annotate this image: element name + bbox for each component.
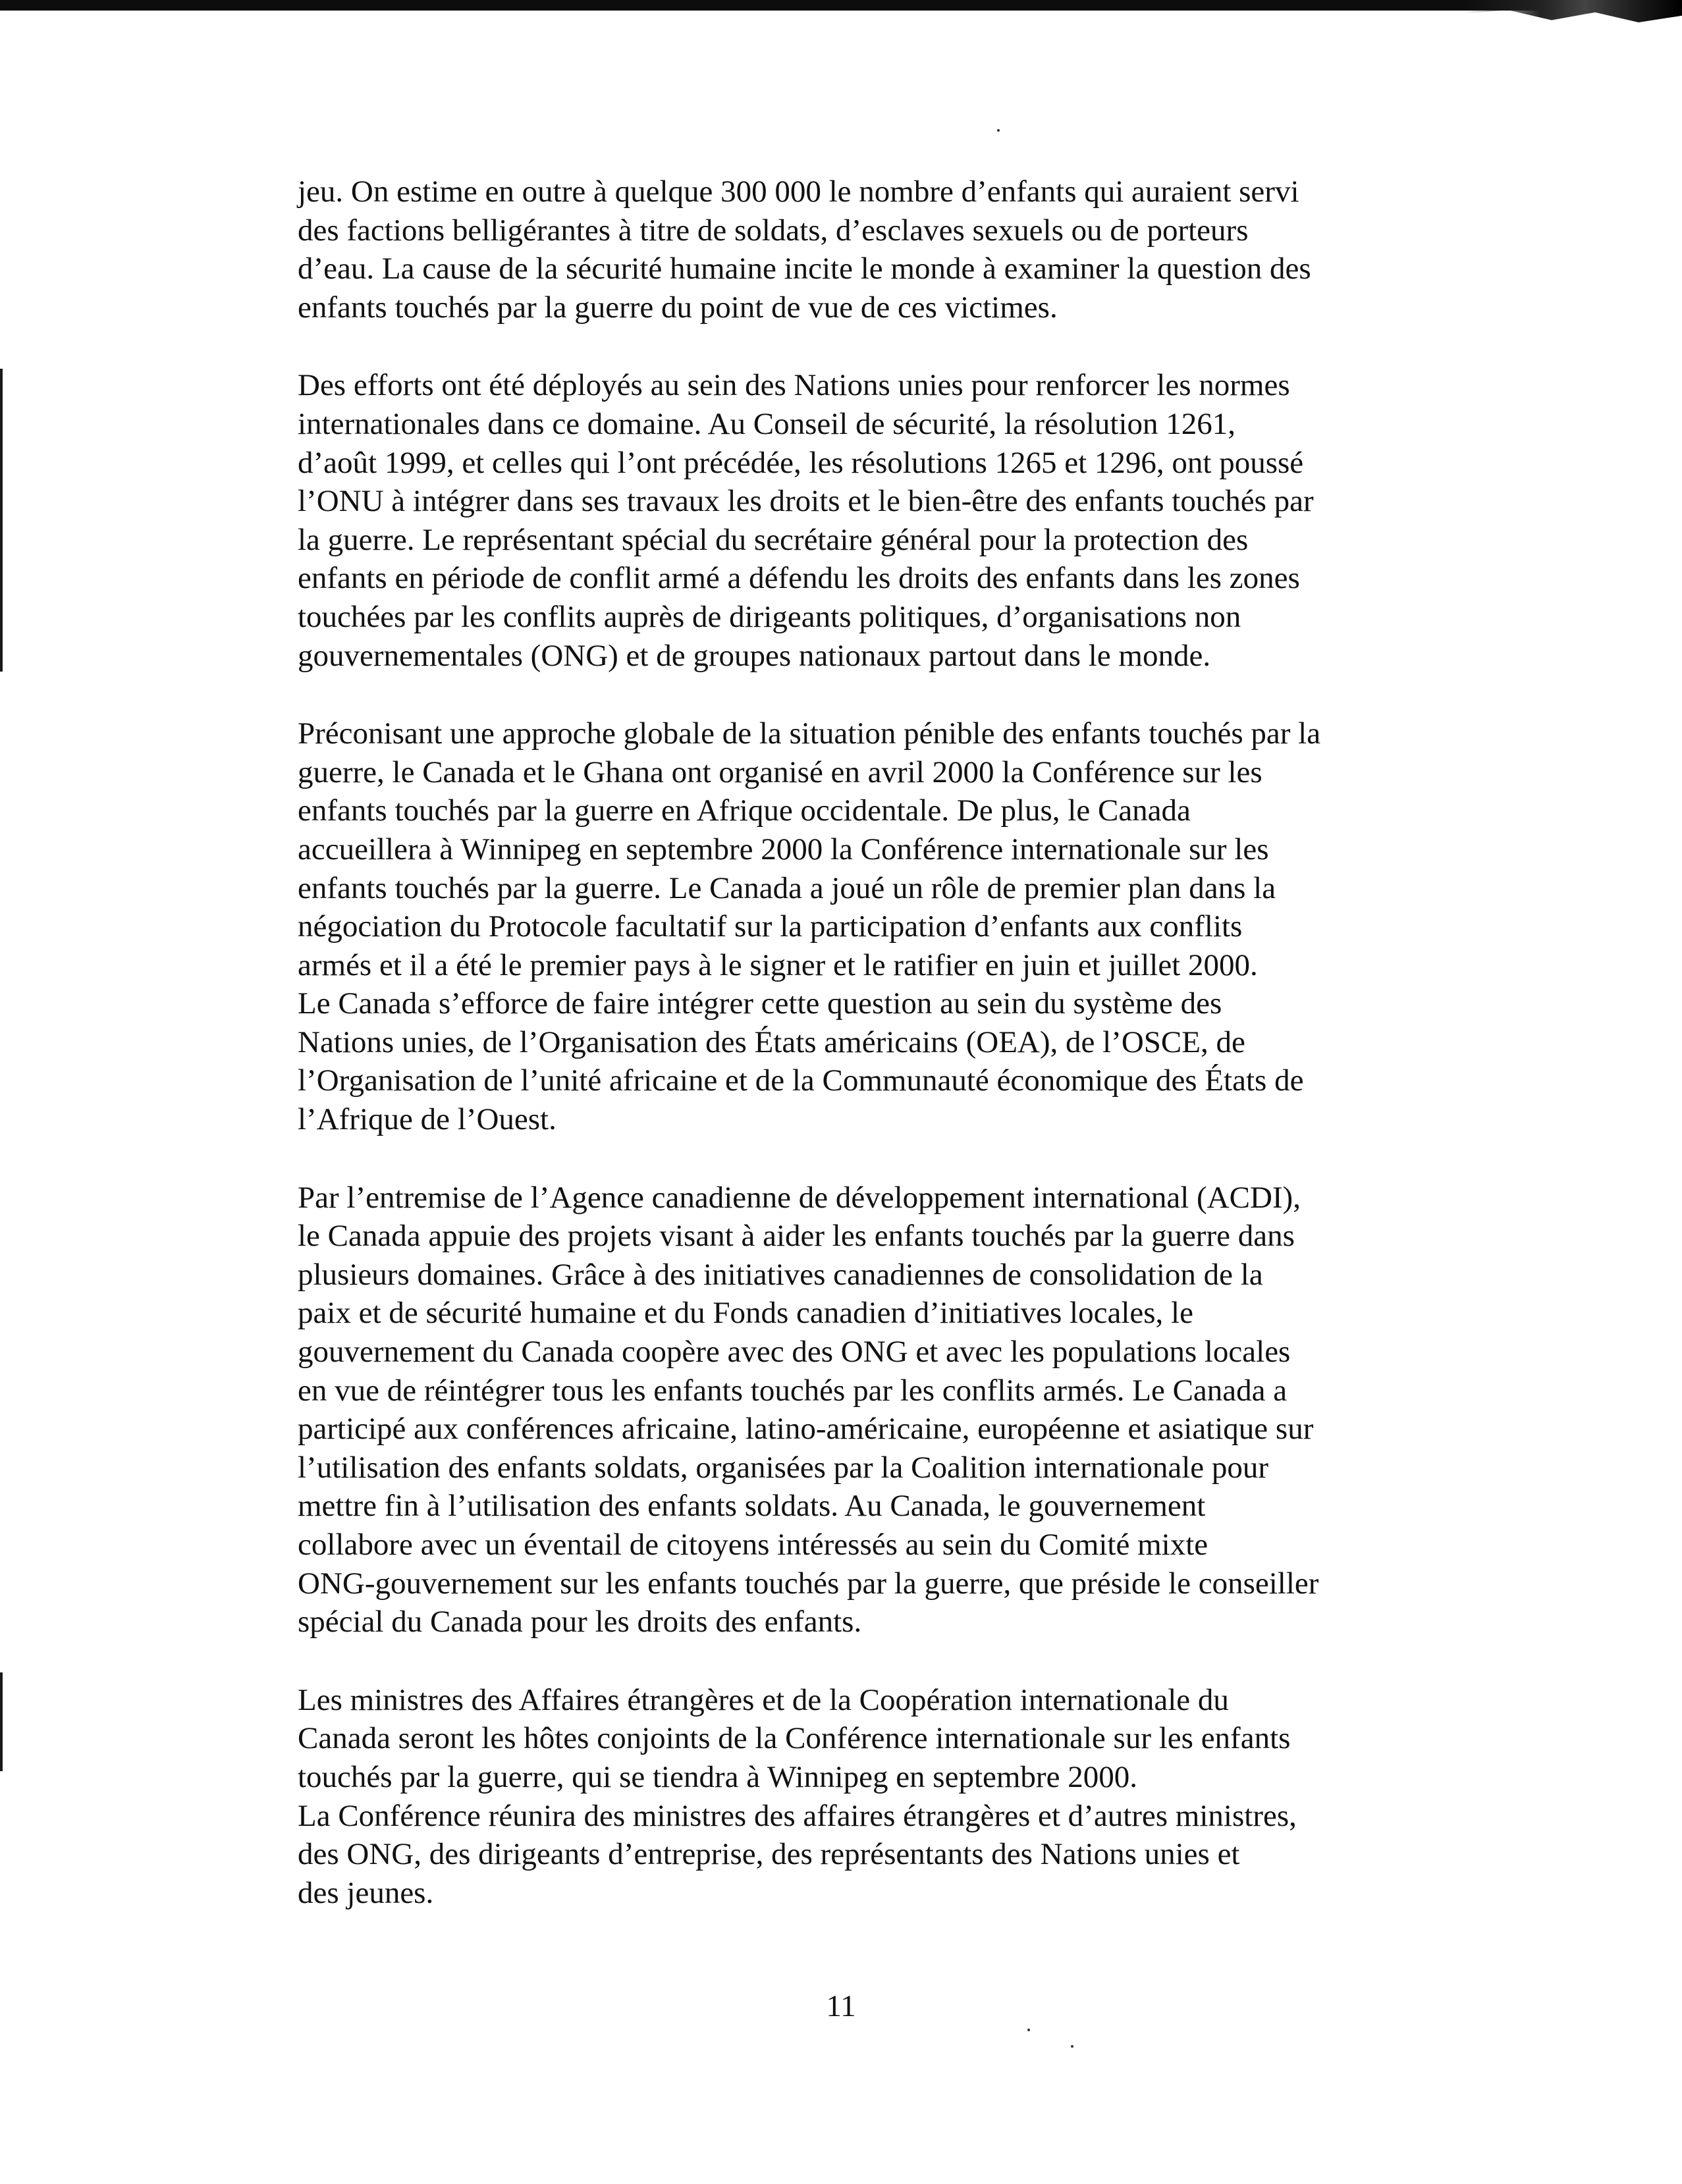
text-line: collabore avec un éventail de citoyens intéressés au sein du Comité mixte — [298, 1528, 1208, 1562]
text-line: d’eau. La cause de la sécurité humaine incite le monde à examiner la question des — [298, 252, 1311, 286]
scan-speck — [997, 129, 1000, 132]
text-line: négociation du Protocole facultatif sur la participation d’enfants aux conflits — [298, 909, 1243, 944]
text-line: Le Canada s’efforce de faire intégrer cette question au sein du système des — [298, 986, 1222, 1021]
text-line: accueillera à Winnipeg en septembre 2000 la Conférence internationale sur les — [298, 832, 1269, 866]
text-line: des factions belligérantes à titre de soldats, d’esclaves sexuels ou de porteurs — [298, 213, 1249, 248]
scan-smudge-top-right — [1465, 0, 1682, 22]
text-line: mettre fin à l’utilisation des enfants soldats. Au Canada, le gouvernement — [298, 1489, 1206, 1524]
scan-border-left-lower — [0, 1672, 3, 1771]
text-line: d’août 1999, et celles qui l’ont précédée, les résolutions 1265 et 1296, ont poussé — [298, 445, 1304, 480]
text-line: l’utilisation des enfants soldats, organisées par la Coalition internationale pour — [298, 1450, 1269, 1485]
text-line: en vue de réintégrer tous les enfants touchés par les conflits armés. Le Canada a — [298, 1373, 1288, 1408]
text-line: guerre, le Canada et le Ghana ont organisé en avril 2000 la Conférence sur les — [298, 755, 1262, 789]
text-line: enfants en période de conflit armé a défendu les droits des enfants dans les zones — [298, 561, 1300, 596]
paragraph — [298, 1179, 1417, 1641]
document-body — [298, 173, 1417, 1952]
text-line: enfants touchés par la guerre du point de vue de ces victimes. — [298, 290, 1058, 325]
text-line: Des efforts ont été déployés au sein des Nations unies pour renforcer les normes — [298, 368, 1290, 403]
scan-speck — [1027, 2029, 1030, 2031]
text-line: ONG-gouvernement sur les enfants touchés par la guerre, que préside le conseiller — [298, 1566, 1319, 1601]
text-line: touchés par la guerre, qui se tiendra à Winnipeg en septembre 2000. — [298, 1759, 1137, 1794]
text-line: Nations unies, de l’Organisation des États américains (OEA), de l’OSCE, de — [298, 1025, 1245, 1059]
text-line: Canada seront les hôtes conjoints de la Conférence internationale sur les enfants — [298, 1721, 1291, 1756]
paragraph — [298, 714, 1417, 1139]
text-line: armés et il a été le premier pays à le signer et le ratifier en juin et juillet 2000. — [298, 947, 1258, 982]
paragraph — [298, 173, 1417, 327]
text-line: plusieurs domaines. Grâce à des initiatives canadiennes de consolidation de la — [298, 1257, 1263, 1292]
scan-border-left — [0, 369, 3, 672]
text-line: Par l’entremise de l’Agence canadienne de développement international (ACDI), — [298, 1180, 1301, 1215]
text-line: jeu. On estime en outre à quelque 300 000 le nombre d’enfants qui auraient servi — [298, 174, 1299, 209]
text-line: l’ONU à intégrer dans ses travaux les droits et le bien-être des enfants touchés par — [298, 484, 1314, 519]
text-line: internationales dans ce domaine. Au Conseil de sécurité, la résolution 1261, — [298, 406, 1235, 441]
text-line: l’Organisation de l’unité africaine et de la Communauté économique des États de — [298, 1063, 1304, 1098]
text-line: La Conférence réunira des ministres des affaires étrangères et d’autres ministres, — [298, 1798, 1297, 1833]
text-line: l’Afrique de l’Ouest. — [298, 1102, 556, 1137]
text-line: des ONG, des dirigeants d’entreprise, des représentants des Nations unies et — [298, 1837, 1240, 1872]
text-line: Les ministres des Affaires étrangères et de la Coopération internationale du — [298, 1682, 1229, 1717]
scan-speck — [1071, 2045, 1073, 2048]
text-line: touchées par les conflits auprès de dirigeants politiques, d’organisations non — [298, 599, 1241, 634]
text-line: la guerre. Le représentant spécial du secrétaire général pour la protection des — [298, 522, 1249, 557]
paragraph — [298, 366, 1417, 675]
paragraph — [298, 1681, 1417, 1913]
text-line: des jeunes. — [298, 1875, 434, 1910]
scan-border-top — [0, 0, 1682, 11]
text-line: gouvernement du Canada coopère avec des ONG et avec les populations locales — [298, 1335, 1291, 1370]
text-line: le Canada appuie des projets visant à aider les enfants touchés par la guerre dans — [298, 1219, 1295, 1254]
text-line: paix et de sécurité humaine et du Fonds canadien d’initiatives locales, le — [298, 1296, 1193, 1331]
text-line: participé aux conférences africaine, latino-américaine, européenne et asiatique sur — [298, 1412, 1314, 1447]
text-line: enfants touchés par la guerre en Afrique occidentale. De plus, le Canada — [298, 793, 1191, 828]
text-line: spécial du Canada pour les droits des enfants. — [298, 1605, 862, 1639]
text-line: Préconisant une approche globale de la situation pénible des enfants touchés par la — [298, 716, 1321, 751]
page-number: 11 — [826, 1989, 856, 2023]
text-line: gouvernementales (ONG) et de groupes nationaux partout dans le monde. — [298, 638, 1211, 673]
text-line: enfants touchés par la guerre. Le Canada a joué un rôle de premier plan dans la — [298, 870, 1276, 905]
